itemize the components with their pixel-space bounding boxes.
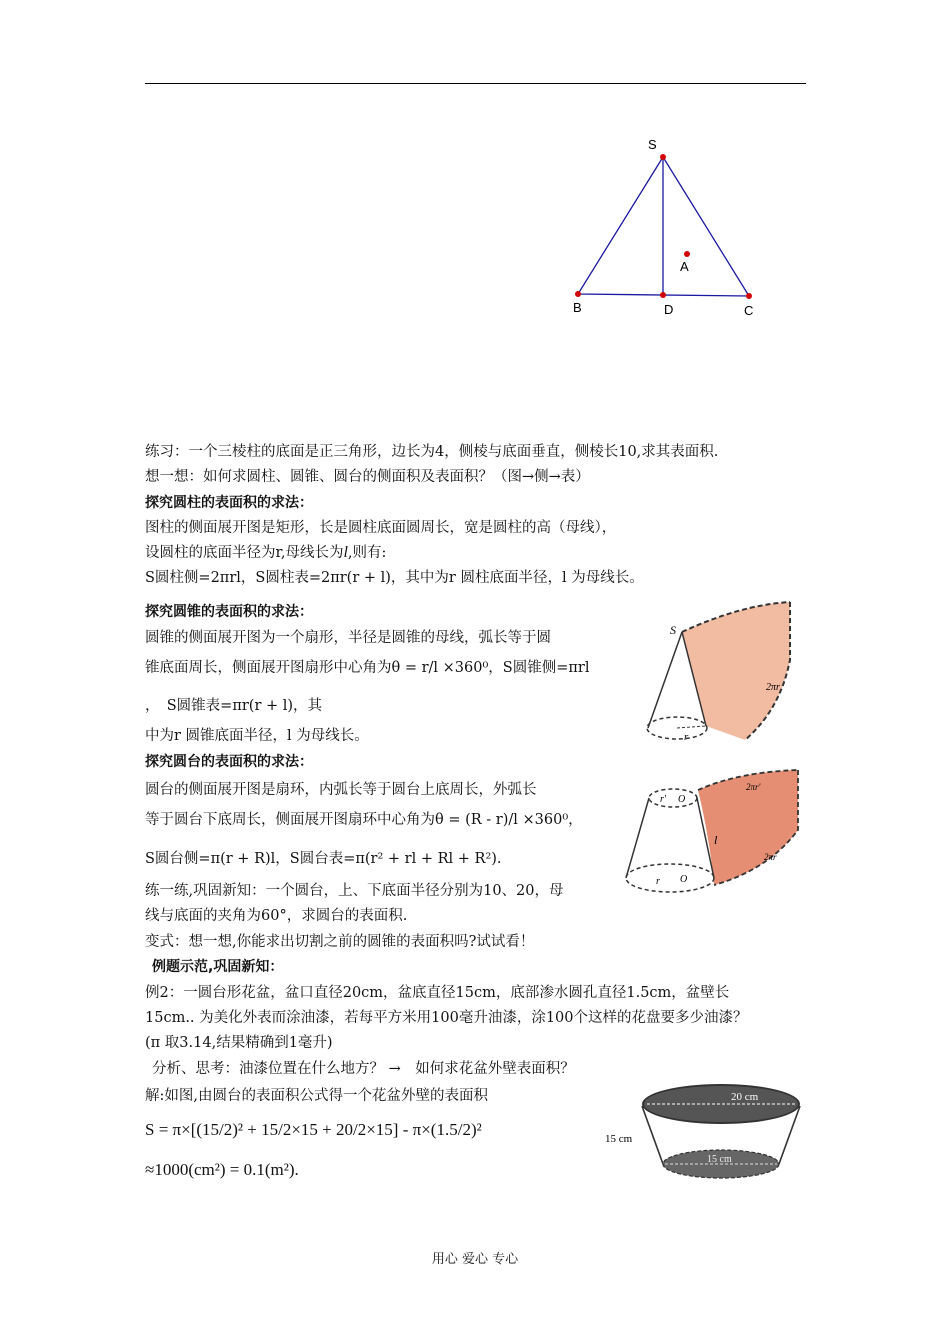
- pot-label-bottom: 15 cm: [707, 1154, 732, 1165]
- cone-text-2b: θ = r/l ×360⁰，S圆锥侧=πrl: [391, 660, 590, 676]
- exercise-line: 练习：一个三棱柱的底面是正三角形，边长为4，侧棱与底面垂直，侧棱长10,求其表面积.: [145, 444, 719, 460]
- frustum-label-o-bottom: O: [680, 874, 688, 885]
- frustum-label-arc-bottom: 2πr: [764, 852, 777, 862]
- frustum-figure: [618, 760, 803, 900]
- triangle-figure: [560, 130, 780, 320]
- frustum-label-l: l: [714, 833, 718, 847]
- pot-label-top: 20 cm: [731, 1091, 759, 1103]
- cylinder-text-2c: ,则有:: [347, 545, 387, 561]
- example-text-2: 15cm.. 为美化外表而涂油漆，若每平方米用100毫升油漆，涂100个这样的花盘要多少油漆？: [145, 1010, 748, 1026]
- frustum-label-bottom: r: [656, 876, 660, 887]
- cone-text-4: 中为r 圆锥底面半径，l 为母线长。: [145, 728, 369, 744]
- frustum-text-2b: θ = (R - r)/l ×360⁰，: [435, 812, 583, 828]
- cone-text-2: [145, 658, 589, 678]
- practice-text-2: 线与底面的夹角为60°，求圆台的表面积.: [145, 908, 408, 924]
- frustum-label-o-top: O: [678, 794, 686, 805]
- page-footer: 用心 爱心 专心: [431, 1252, 519, 1267]
- header-rule: [145, 83, 806, 84]
- heading-example: 例题示范,巩固新知：: [152, 959, 284, 975]
- cone-figure: [640, 600, 800, 750]
- frustum-formula: S圆台侧=π(r + R)l，S圆台表=π(r² + rl + Rl + R²).: [145, 851, 502, 867]
- frustum-text-2a: 等于圆台下底周长，侧面展开图扇环中心角为: [145, 812, 435, 828]
- variant-text: 变式：想一想,你能求出切割之前的圆锥的表面积吗?试试看！: [145, 934, 535, 950]
- frustum-label-top: r': [660, 794, 667, 805]
- cone-text-3: ， S圆锥表=πr(r + l)，其: [145, 698, 323, 714]
- label-s: S: [648, 137, 657, 152]
- cone-text-2a: 锥底面周长，侧面展开图扇形中心角为: [145, 660, 392, 676]
- cylinder-text-2: [145, 543, 386, 563]
- think-line: 想一想：如何求圆柱、圆锥、圆台的侧面积及表面积？（图→侧→表）: [145, 469, 590, 485]
- flower-pot-figure: [603, 1078, 803, 1188]
- cylinder-text-2b: l: [343, 544, 348, 561]
- heading-frustum: 探究圆台的表面积的求法：: [145, 754, 313, 770]
- solution-text: 解:如图,由圆台的表面积公式得一个花盆外壁的表面积: [145, 1088, 488, 1104]
- frustum-text-1: 圆台的侧面展开图是扇环，内弧长等于圆台上底周长，外弧长: [145, 782, 537, 798]
- solution-formula: S = π×[(15/2)² + 15/2×15 + 20/2×15] - π×(1.5/2)²: [145, 1120, 482, 1139]
- cone-label-r: r: [684, 731, 689, 743]
- analysis-text: 分析、思考：油漆位置在什么地方？ → 如何求花盆外壁表面积？: [152, 1061, 575, 1077]
- label-d: D: [664, 302, 674, 317]
- cylinder-text-1: 图柱的侧面展开图是矩形，长是圆柱底面圆周长，宽是圆柱的高（母线），: [145, 520, 617, 536]
- cone-text-1: 圆锥的侧面展开图为一个扇形，半径是圆锥的母线，弧长等于圆: [145, 630, 551, 646]
- cone-label-s: S: [670, 623, 676, 637]
- label-a: A: [680, 259, 689, 274]
- heading-cone: 探究圆锥的表面积的求法：: [145, 604, 313, 620]
- practice-text-1: 练一练,巩固新知：一个圆台，上、下底面半径分别为10、20，母: [145, 883, 564, 899]
- label-b: B: [573, 300, 582, 315]
- cylinder-formula: S圆柱侧=2πrl，S圆柱表=2πr(r + l)，其中为r 圆柱底面半径，l 为母线长。: [145, 570, 644, 586]
- example-text-1: 例2：一圆台形花盆，盆口直径20cm，盆底直径15cm，底部渗水圆孔直径1.5cm，盆壁长: [145, 985, 730, 1001]
- solution-result: ≈1000(cm²) = 0.1(m²).: [145, 1160, 299, 1179]
- cylinder-text-2a: 设圆柱的底面半径为r,母线长为: [145, 545, 344, 561]
- frustum-text-2: [145, 810, 583, 830]
- cone-label-arc: 2πr: [766, 682, 780, 693]
- heading-cylinder: 探究圆柱的表面积的求法：: [145, 495, 313, 511]
- example-text-3: (π 取3.14,结果精确到1毫升): [145, 1035, 333, 1051]
- frustum-label-arc-top: 2πr': [746, 782, 761, 792]
- pot-label-side: 15 cm: [605, 1133, 633, 1145]
- label-c: C: [744, 303, 754, 318]
